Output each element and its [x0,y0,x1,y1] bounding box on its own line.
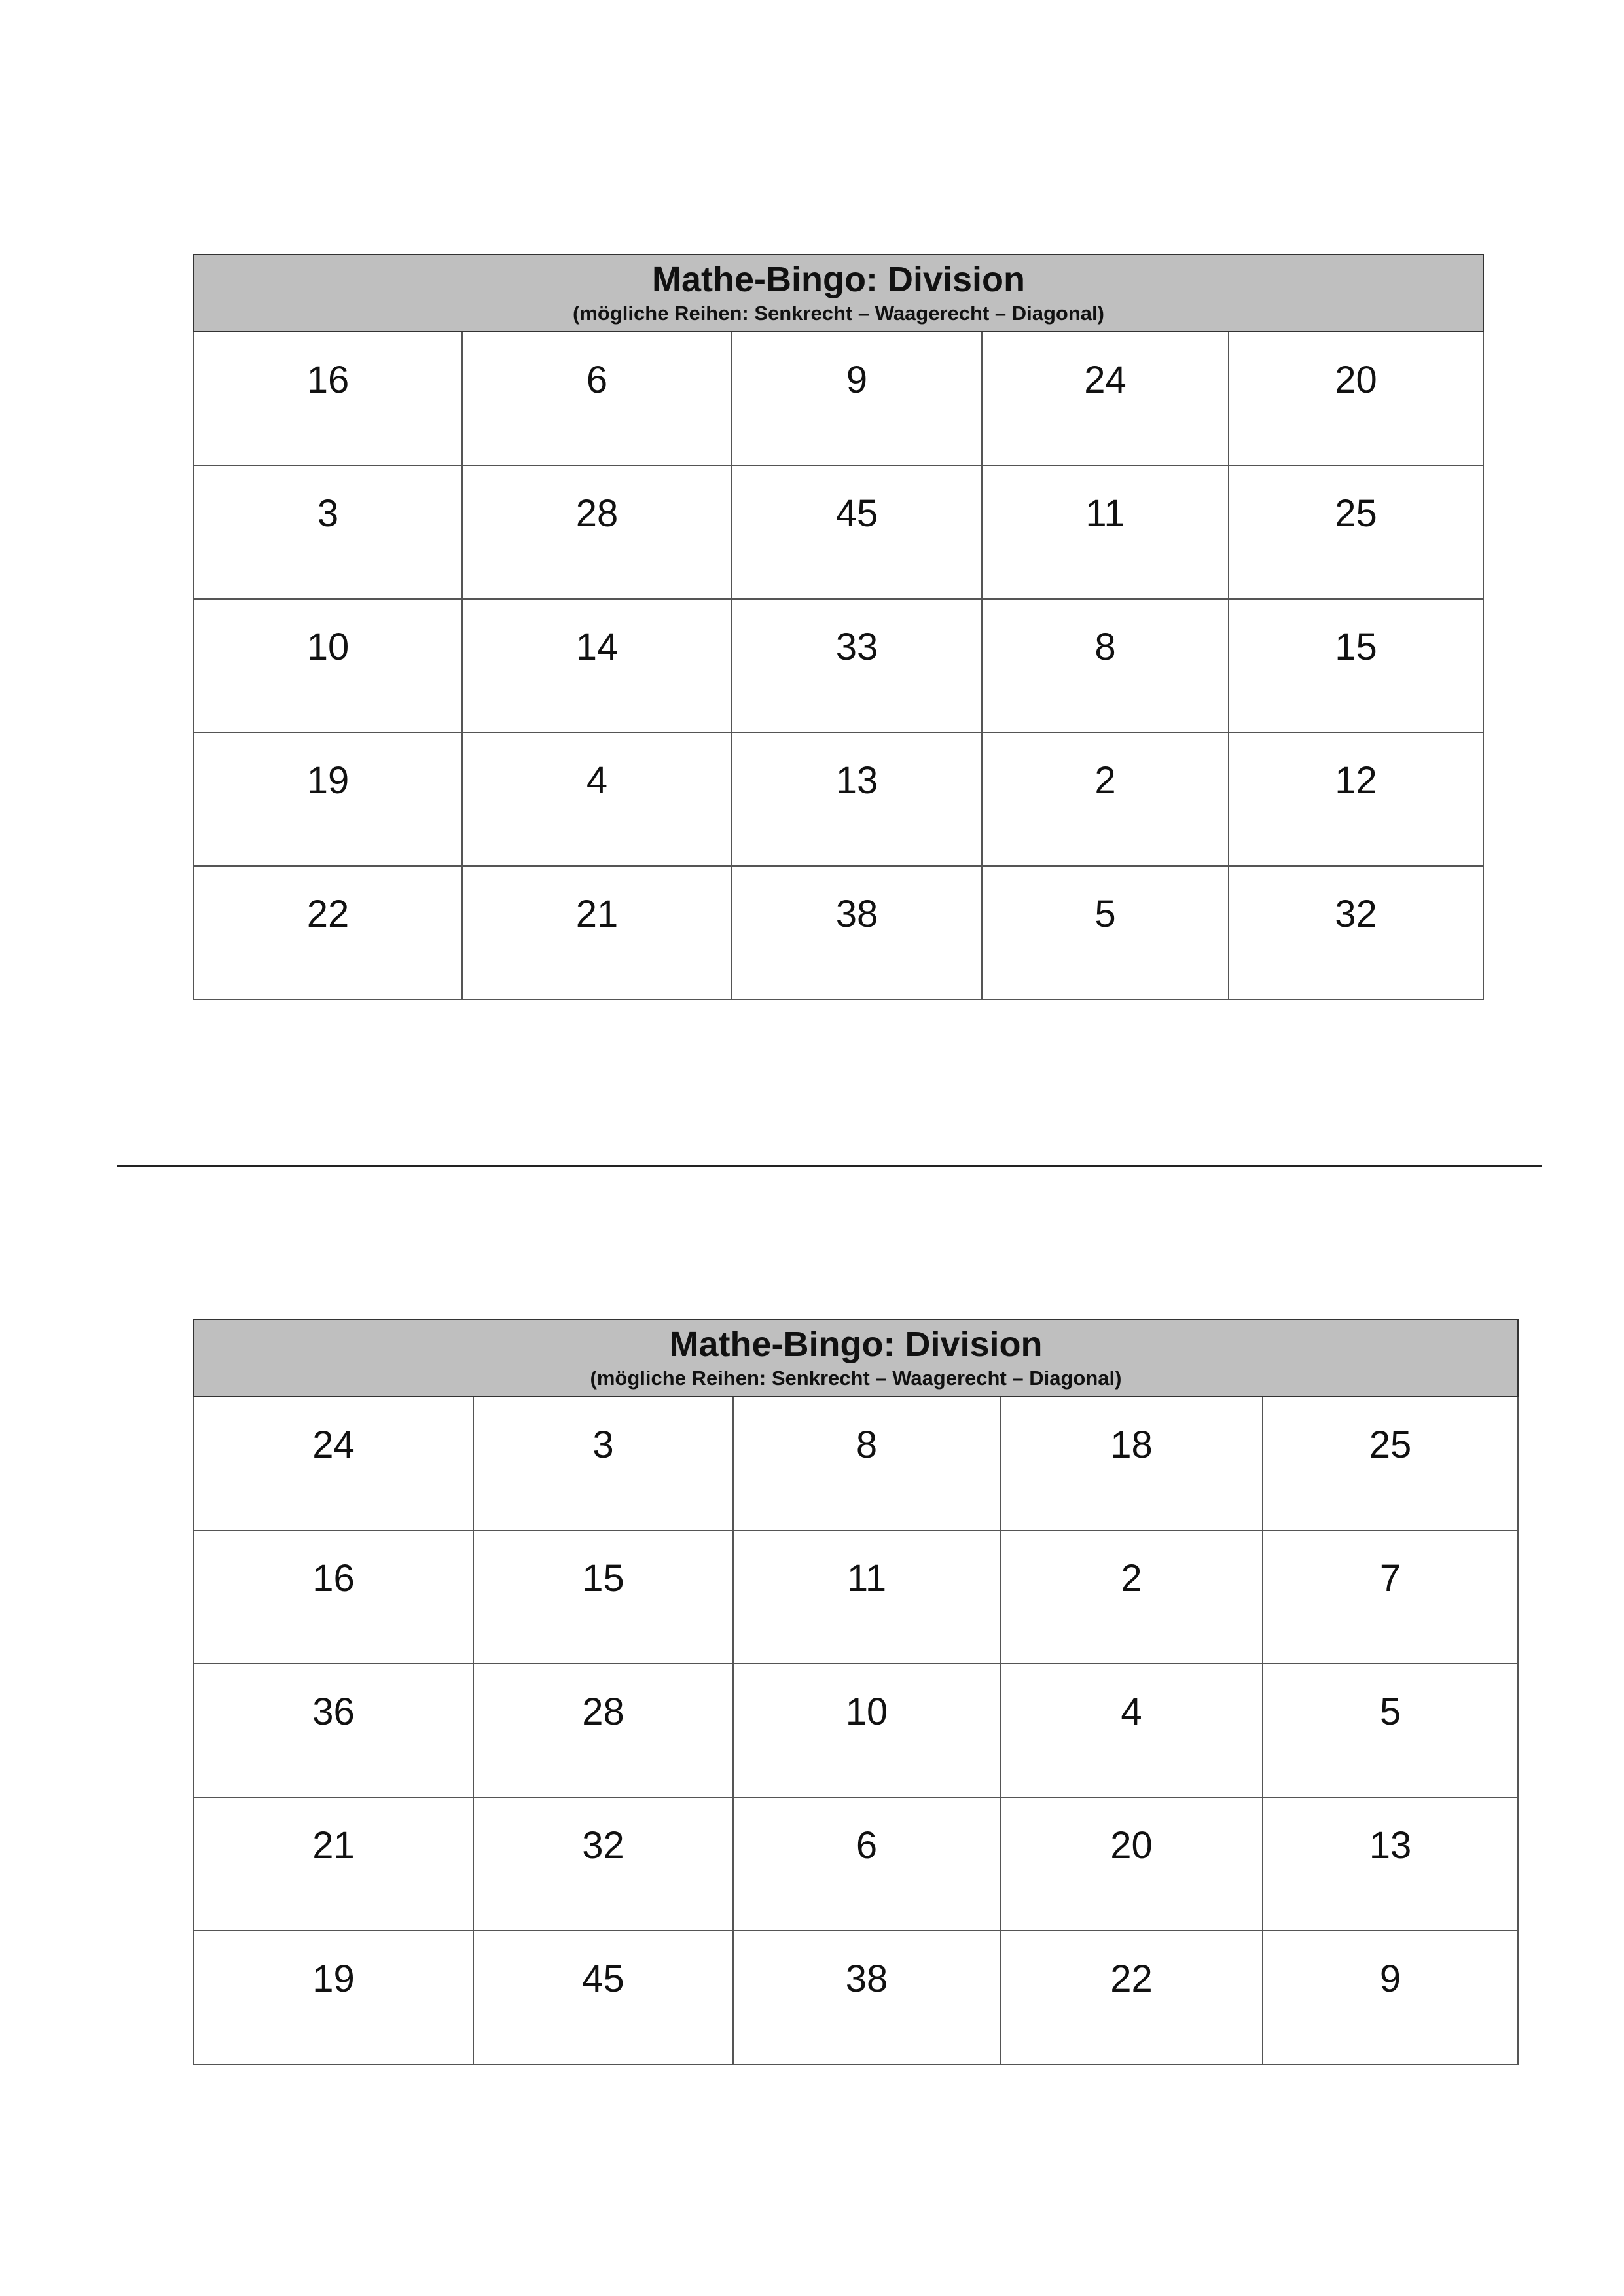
bingo-cell: 38 [733,1931,1000,2064]
card-title: Mathe-Bingo: Division [652,260,1025,299]
bingo-cell: 28 [473,1664,733,1797]
bingo-cell: 19 [194,732,462,866]
bingo-cell: 20 [1229,332,1483,465]
bingo-cell: 14 [462,599,732,732]
bingo-row [194,332,1483,465]
bingo-cell: 16 [194,332,462,465]
cut-line [117,1165,1542,1167]
bingo-cell: 20 [1000,1797,1263,1931]
bingo-cell: 45 [732,465,982,599]
bingo-cell: 2 [1000,1530,1263,1664]
bingo-cell: 21 [194,1797,473,1931]
bingo-cell: 12 [1229,732,1483,866]
card-subtitle: (mögliche Reihen: Senkrecht – Waagerecht – Diagonal) [573,302,1104,325]
bingo-cell: 4 [1000,1664,1263,1797]
bingo-row [194,866,1483,999]
bingo-cell: 6 [733,1797,1000,1931]
bingo-card-2 [193,1319,1519,2065]
card-header [194,255,1483,332]
bingo-cell: 8 [733,1397,1000,1530]
bingo-cell: 21 [462,866,732,999]
bingo-row [194,465,1483,599]
bingo-row [194,1797,1518,1931]
bingo-cell: 9 [1263,1931,1518,2064]
bingo-cell: 11 [733,1530,1000,1664]
bingo-row [194,599,1483,732]
bingo-cell: 36 [194,1664,473,1797]
bingo-cell: 19 [194,1931,473,2064]
bingo-card-1 [193,254,1484,1000]
bingo-cell: 24 [982,332,1229,465]
bingo-cell: 24 [194,1397,473,1530]
bingo-cell: 10 [194,599,462,732]
bingo-cell: 7 [1263,1530,1518,1664]
bingo-cell: 22 [1000,1931,1263,2064]
card-header [194,1319,1518,1397]
bingo-cell: 25 [1263,1397,1518,1530]
bingo-cell: 6 [462,332,732,465]
card-subtitle: (mögliche Reihen: Senkrecht – Waagerecht – Diagonal) [590,1367,1122,1390]
bingo-cell: 15 [473,1530,733,1664]
bingo-cell: 38 [732,866,982,999]
bingo-row [194,1530,1518,1664]
bingo-cell: 25 [1229,465,1483,599]
bingo-cell: 8 [982,599,1229,732]
bingo-cell: 32 [1229,866,1483,999]
bingo-cell: 18 [1000,1397,1263,1530]
bingo-row [194,732,1483,866]
bingo-cell: 32 [473,1797,733,1931]
card-title: Mathe-Bingo: Division [669,1325,1043,1364]
bingo-cell: 3 [194,465,462,599]
bingo-cell: 16 [194,1530,473,1664]
bingo-row [194,1931,1518,2064]
bingo-cell: 13 [732,732,982,866]
bingo-cell: 11 [982,465,1229,599]
bingo-cell: 9 [732,332,982,465]
bingo-cell: 5 [982,866,1229,999]
bingo-cell: 2 [982,732,1229,866]
bingo-cell: 3 [473,1397,733,1530]
bingo-cell: 10 [733,1664,1000,1797]
bingo-cell: 5 [1263,1664,1518,1797]
bingo-row [194,1397,1518,1530]
bingo-cell: 45 [473,1931,733,2064]
bingo-cell: 22 [194,866,462,999]
bingo-cell: 33 [732,599,982,732]
bingo-row [194,1664,1518,1797]
bingo-cell: 13 [1263,1797,1518,1931]
bingo-cell: 15 [1229,599,1483,732]
bingo-cell: 4 [462,732,732,866]
bingo-cell: 28 [462,465,732,599]
